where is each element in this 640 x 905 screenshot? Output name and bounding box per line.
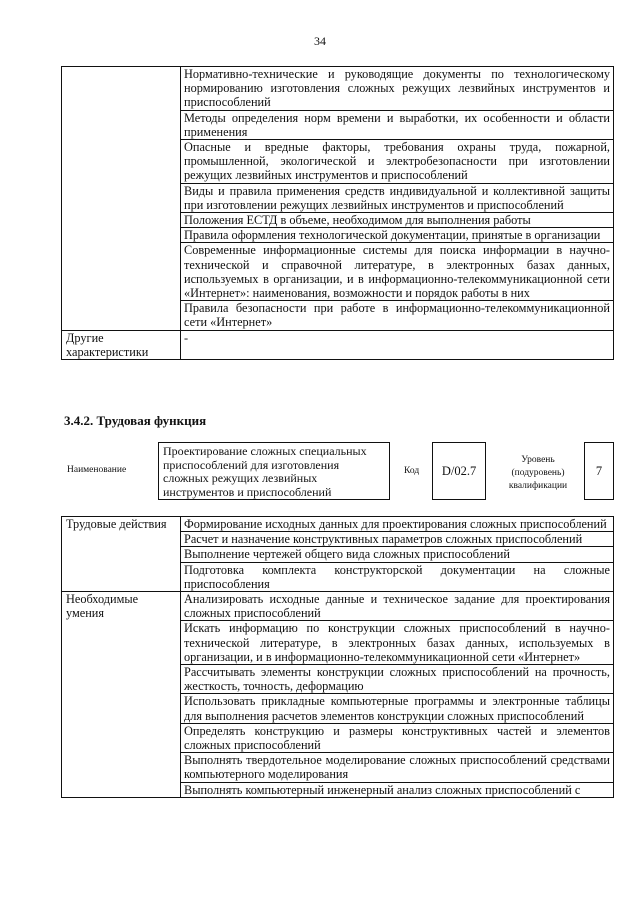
row-item: Опасные и вредные факторы, требования охраны труда, пожарной, промышленной, экологической и электробезопасности при изготовлении режущих лезвийных инструментов и приспособлений — [181, 140, 614, 184]
code-value: D/02.7 — [441, 463, 477, 478]
table-row — [62, 67, 614, 111]
row-item: Нормативно-технические и руководящие документы по технологическому нормированию изготовления сложных режущих лезвийных инструментов и приспособлений — [181, 67, 614, 111]
function-name-box: Проектирование сложных специальных приспособлений для изготовления сложных режущих лезвийных инструментов и приспособлений — [158, 442, 390, 500]
row-item: Положения ЕСТД в объеме, необходимом для выполнения работы — [181, 213, 614, 228]
qualification-level-label: Уровень (подуровень) квалификации — [508, 455, 568, 491]
row-item: Современные информационные системы для поиска информации в научно-технической и справочной литературе, в электронных базах данных, используемых в организации, и в информационно-телекоммуникационной сети «Интернет»: наименования, возможности и порядок работы в них — [181, 243, 614, 301]
code-box — [432, 442, 486, 500]
row-item: - — [181, 330, 614, 359]
row-item: Использовать прикладные компьютерные программы и электронные таблицы для выполнения расчетов элементов конструкции сложных приспособлений — [181, 694, 614, 723]
row-item: Расчет и назначение конструктивных параметров сложных приспособлений — [181, 532, 614, 547]
row-label: Необходимые умения — [62, 592, 181, 798]
row-item: Анализировать исходные данные и техническое задание для проектирования сложных приспособлений — [181, 592, 614, 621]
labor-function-table — [61, 516, 614, 798]
table-row — [62, 330, 614, 359]
row-label: Другие характеристики — [62, 330, 181, 359]
row-label: Трудовые действия — [62, 517, 181, 592]
table-row — [62, 517, 614, 532]
knowledge-table — [61, 66, 614, 360]
table-row — [62, 592, 614, 621]
row-item: Правила оформления технологической документации, принятые в организации — [181, 228, 614, 243]
row-item: Выполнять компьютерный инженерный анализ сложных приспособлений с — [181, 782, 614, 797]
row-item: Подготовка комплекта конструкторской документации на сложные приспособления — [181, 562, 614, 591]
page-number: 34 — [314, 34, 326, 48]
section-title: 3.4.2. Трудовая функция — [64, 413, 207, 428]
row-item: Рассчитывать элементы конструкции сложных приспособлений на прочность, жесткость, точность, деформацию — [181, 665, 614, 694]
code-label: Код — [404, 466, 420, 476]
name-label: Наименование — [67, 465, 127, 475]
row-item: Формирование исходных данных для проектирования сложных приспособлений — [181, 517, 614, 532]
row-item: Методы определения норм времени и выработки, их особенности и области применения — [181, 110, 614, 139]
qualification-level-value: 7 — [595, 463, 603, 478]
row-item: Искать информацию по конструкции сложных приспособлений в научно-технической литературе, в электронных базах данных, используемых в организации, и в информационно-телекоммуникационной сети «Интернет» — [181, 621, 614, 665]
row-item: Определять конструкцию и размеры конструктивных частей и элементов сложных приспособлений — [181, 723, 614, 752]
row-item: Выполнять твердотельное моделирование сложных приспособлений средствами компьютерного моделирования — [181, 753, 614, 782]
row-item: Виды и правила применения средств индивидуальной и коллективной защиты при изготовлении режущих лезвийных инструментов и приспособлений — [181, 183, 614, 212]
row-label — [62, 67, 181, 331]
qualification-level-box — [584, 442, 614, 500]
row-item: Правила безопасности при работе в информационно-телекоммуникационной сети «Интернет» — [181, 301, 614, 330]
row-item: Выполнение чертежей общего вида сложных приспособлений — [181, 547, 614, 562]
